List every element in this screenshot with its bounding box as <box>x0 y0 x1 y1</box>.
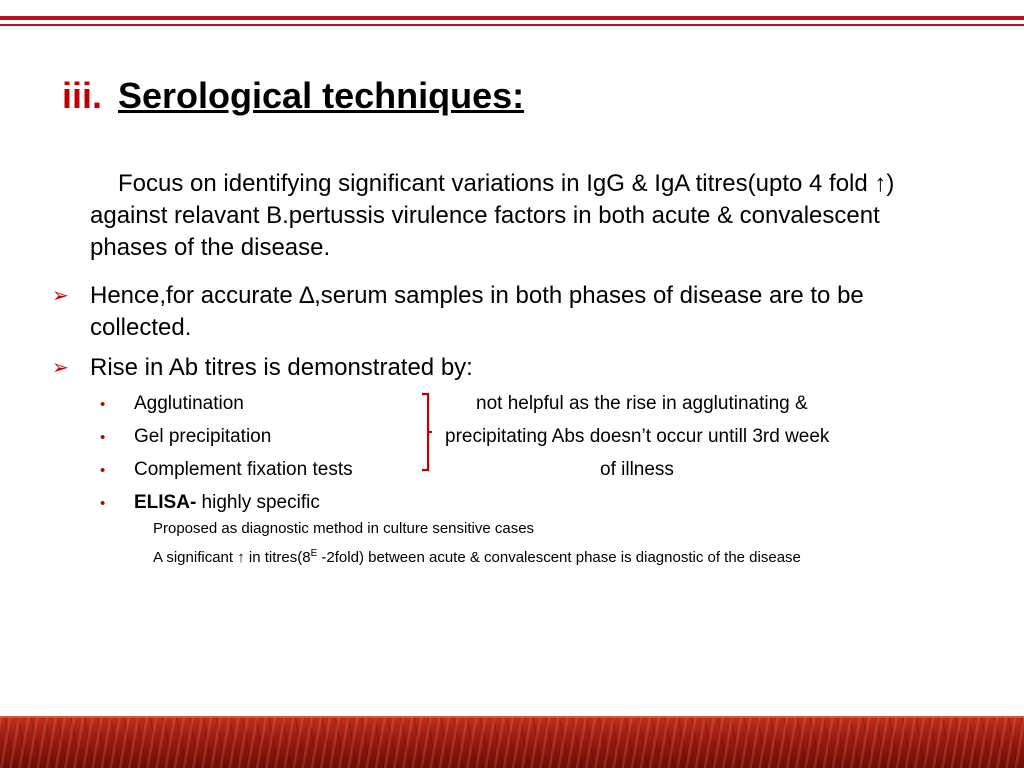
point-item <box>52 352 952 384</box>
technique-note-line: not helpful as the rise in agglutinating & <box>476 393 808 414</box>
elisa-detail-sup: E <box>310 548 318 559</box>
grouping-bracket-icon <box>420 392 434 472</box>
dot-bullet-icon: • <box>100 396 106 413</box>
technique-note-line: of illness <box>600 459 674 480</box>
dot-bullet-icon: • <box>100 429 106 446</box>
slide-title <box>62 74 524 118</box>
point-text: Rise in Ab titres is demonstrated by: <box>90 354 473 381</box>
elisa-detail <box>153 544 801 568</box>
top-rule-thin <box>0 24 1024 26</box>
dot-bullet-icon: • <box>100 495 106 512</box>
technique-item <box>100 424 271 451</box>
bottom-decorative-band <box>0 716 1024 768</box>
elisa-label: ELISA- <box>134 492 197 513</box>
technique-item <box>100 391 244 418</box>
elisa-detail: Proposed as diagnostic method in culture sensitive cases <box>153 520 535 537</box>
top-rule <box>0 16 1024 20</box>
elisa-detail-suffix: -2fold) between acute & convalescent phase is diagnostic of the disease <box>317 549 801 566</box>
technique-text: Complement fixation tests <box>134 459 353 480</box>
technique-item <box>100 457 353 484</box>
intro-text: Focus on identifying significant variations in IgG & IgA titres(upto 4 fold ↑) against relavant B.pertussis virulence factors in both acute & convalescent phases of the disease. <box>90 170 895 261</box>
dot-bullet-icon: • <box>100 462 106 479</box>
point-text: Hence,for accurate ∆,serum samples in both phases of disease are to be collected. <box>90 282 864 341</box>
elisa-text: highly specific <box>196 492 320 513</box>
arrow-bullet-icon: ➢ <box>52 357 69 379</box>
title-text: Serological techniques: <box>118 75 525 116</box>
elisa-detail-prefix: A significant ↑ in titres(8 <box>153 549 311 566</box>
title-number: iii. <box>62 75 103 116</box>
elisa-item <box>100 490 320 517</box>
technique-note-line: precipitating Abs doesn’t occur untill 3rd week <box>445 426 830 447</box>
intro-paragraph <box>90 168 960 264</box>
technique-text: Agglutination <box>134 393 244 414</box>
arrow-bullet-icon: ➢ <box>52 285 69 307</box>
technique-text: Gel precipitation <box>134 426 272 447</box>
point-item <box>52 280 952 344</box>
